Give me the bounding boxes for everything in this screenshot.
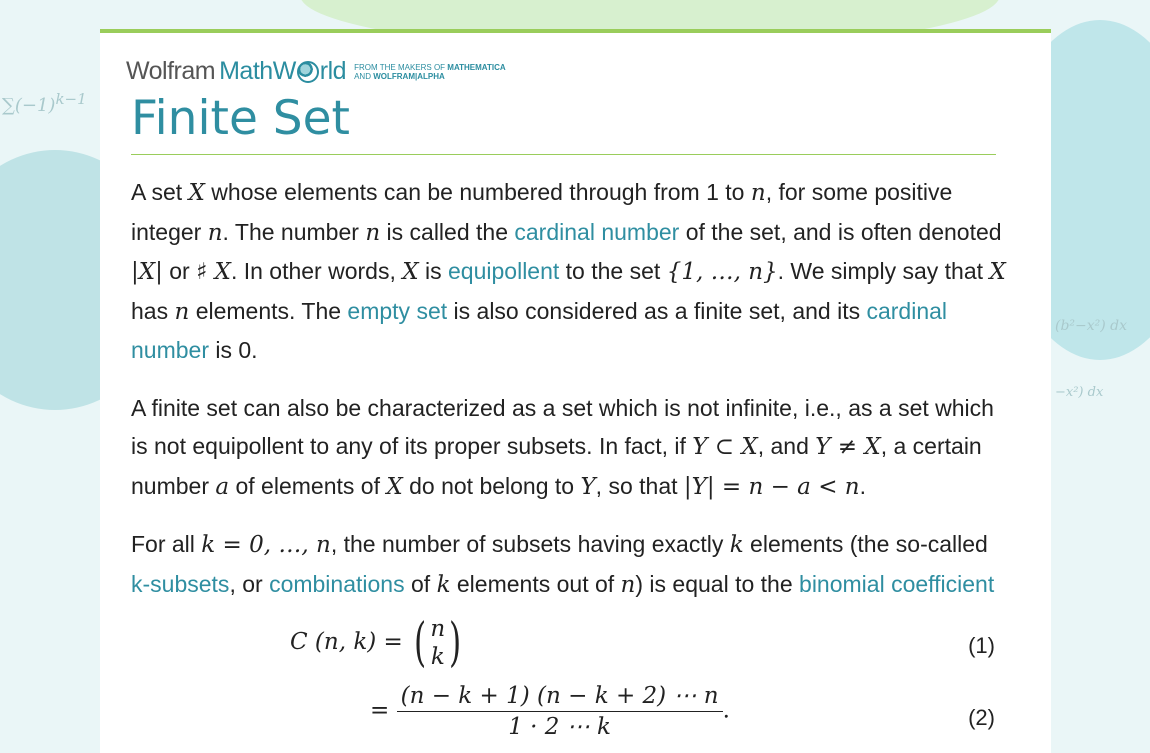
eq1-left-paren: ( xyxy=(414,613,427,673)
paragraph-characterization: A finite set can also be characterized as a set which is not infinite, i.e., as a set which is not equipollent to any of its proper subsets. In fact, if Y ⊂ X, and Y ≠ X, a certain number a of elements of X do not belong to Y, so that |Y| = n − a < n. xyxy=(131,394,994,500)
logo-tagline: FROM THE MAKERS OF MATHEMATICA AND WOLFRAM|ALPHA xyxy=(354,62,506,81)
page-title: Finite Set xyxy=(131,91,350,146)
article-card xyxy=(100,29,1051,753)
equation-1 xyxy=(290,615,466,671)
link-k-subsets[interactable]: k-subsets xyxy=(131,570,230,597)
link-empty-set[interactable]: empty set xyxy=(347,297,448,324)
title-divider xyxy=(131,154,996,155)
eq1-right-paren: ) xyxy=(449,613,462,673)
paragraph-subsets: For all k = 0, …, n, the number of subsets having exactly k elements (the so-called k-subsets, or combinations of k elements out of n) is equal to the binomial coefficient xyxy=(131,531,995,598)
logo-wolfram-text: Wolfram xyxy=(126,57,216,85)
globe-icon xyxy=(297,61,319,83)
eq1-binomial: n k xyxy=(430,616,446,670)
link-equipollent[interactable]: equipollent xyxy=(448,258,560,284)
link-cardinal-number[interactable]: cardinal number xyxy=(514,218,680,245)
equation-2: = $\frac{(n - k + 1) (n - k + 2) \cdots n}{1 \cdot 2 \cdots k}$ . xyxy=(370,683,730,740)
eq1-lhs: C (n, k) = xyxy=(290,629,403,655)
bg-formula-sum: $\sum(-1)^{k-1}$ xyxy=(2,90,87,116)
link-combinations[interactable]: combinations xyxy=(269,570,405,597)
bg-formula-integral: (b²−x²) dx xyxy=(1055,318,1128,334)
logo-mathworld-text: MathW rld xyxy=(219,57,347,85)
equation-1-number: (1) xyxy=(968,633,995,658)
equation-2-number: (2) xyxy=(968,705,995,730)
paragraph-definition: A set X whose elements can be numbered through from 1 to n, for some positive integer n. The number n is called the cardinal number of the set, and is often denoted |X| or ♯ X. In other words, X is equipollent to the set {1, …, n}. We simply say that X has n elements. The empty set is also considered as a finite set, and its cardinal number is 0. xyxy=(131,179,1006,363)
site-logo[interactable] xyxy=(126,57,506,86)
link-cardinal-number-2[interactable]: cardinal number xyxy=(131,297,948,363)
bg-formula-integral-2: −x²) dx xyxy=(1055,385,1104,400)
article-body xyxy=(131,173,1011,623)
link-binomial-coefficient[interactable]: binomial coefficient xyxy=(799,570,995,597)
eq2-fraction: $\frac{(n - k + 1) (n - k + 2) \cdots n}{1 \cdot 2 \cdots k}$ xyxy=(397,683,723,740)
eq2-equals: = xyxy=(370,697,390,724)
